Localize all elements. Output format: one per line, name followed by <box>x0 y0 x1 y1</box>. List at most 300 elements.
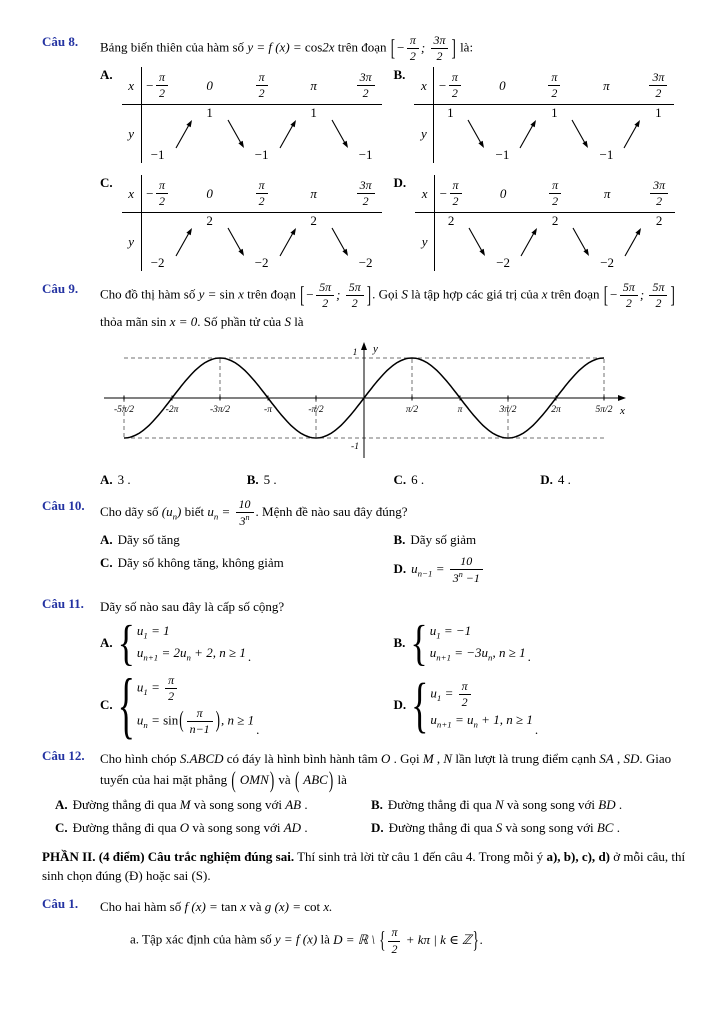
math-expression: g (x) = cot x. <box>264 898 333 914</box>
value: 1 <box>447 105 454 121</box>
vt-y-value <box>194 213 226 271</box>
value: −2 <box>254 255 269 271</box>
x-tick-label: -π/2 <box>308 405 324 415</box>
vt-y-row <box>122 105 382 163</box>
case-line: $u_1$ = $\frac{\pi}{2}$ <box>137 674 254 703</box>
question-11-label: Câu 11. <box>42 595 84 611</box>
question-12-label: Câu 12. <box>42 747 85 763</box>
answer-text: 5 . <box>263 472 277 487</box>
part2-question-1-item-a <box>130 926 687 955</box>
q8-options <box>100 67 687 271</box>
math-expression: $u_n$ = $\frac{10}{3^n}$ <box>207 504 255 519</box>
math-expression: x <box>541 286 548 302</box>
vt-y-value <box>590 105 622 163</box>
vt-arrow-cell <box>518 105 538 163</box>
q10-option-c <box>100 555 394 585</box>
text-run: Đường thẳng đi qua <box>72 796 180 812</box>
option-text <box>411 555 485 585</box>
option-text <box>118 555 284 571</box>
vt-arrow-cell <box>570 105 590 163</box>
vt-y-value <box>538 105 570 163</box>
part2-question-1-prompt <box>100 896 687 917</box>
question-12-prompt <box>100 748 687 794</box>
option-key: C. <box>100 697 113 713</box>
question-9-label: Câu 9. <box>42 281 79 297</box>
arrow-up-icon <box>622 111 642 157</box>
question-8-label: Câu 8. <box>42 34 79 49</box>
y-axis-arrow <box>361 342 367 350</box>
q11-option-c <box>100 663 394 746</box>
x-tick-label: 3π/2 <box>499 405 517 415</box>
math-expression: [− $\frac{\pi}{2}$ ; $\frac{3\pi}{2}$ ] <box>390 33 456 64</box>
answer-text: 6 . <box>411 472 425 487</box>
vt-x-value: 0 <box>206 185 213 201</box>
text-run: . Mệnh đề nào sau đây đúng? <box>255 504 408 520</box>
q8-option-b <box>394 67 688 163</box>
vt-var-x: x <box>122 175 142 212</box>
q10-option-a <box>100 532 394 548</box>
text-run: lần lượt là trung điểm cạnh <box>452 750 600 766</box>
vt-y-value <box>643 213 675 271</box>
value: −2 <box>358 255 373 271</box>
arrow-up-icon <box>174 111 194 157</box>
math-expression: S <box>284 313 291 329</box>
case-line: $u_1 = -1$ <box>429 622 472 641</box>
option-key: A. <box>100 67 113 83</box>
text-run: Cho đồ thị hàm số <box>100 286 199 302</box>
vt-y-value <box>194 105 226 163</box>
vt-x-row <box>414 67 674 105</box>
answer-option <box>394 472 541 488</box>
vt-x-value: $\frac{3\pi}{2}$ <box>350 179 382 208</box>
q8-option-a <box>100 67 394 163</box>
math-expression: D = ℝ \ { $\frac{\pi}{2}$ + kπ | k ∈ ℤ}. <box>333 925 484 956</box>
vt-x-value: − $\frac{\pi}{2}$ <box>142 179 174 208</box>
case-line: $u_1 = 1$ <box>136 622 170 641</box>
vt-arrow-cell <box>226 213 246 271</box>
text-run: Cho hai hàm số <box>100 898 185 914</box>
answer-text: 4 . <box>557 472 571 487</box>
part2-header <box>42 847 687 886</box>
x-tick-label: -π <box>264 405 272 415</box>
value: 2 <box>551 213 559 229</box>
vt-y-value <box>486 105 518 163</box>
option-key: C. <box>393 472 407 487</box>
vt-arrow-cell <box>226 105 246 163</box>
variation-table <box>414 67 674 163</box>
vt-y-value <box>350 105 382 163</box>
q11-option-d <box>394 672 688 738</box>
question-11 <box>42 595 687 746</box>
x-tick-label: -3π/2 <box>209 405 231 415</box>
cases-lines <box>430 621 526 665</box>
math-expression: [− $\frac{5\pi}{2}$ ; $\frac{5\pi}{2}$ ] <box>603 280 675 311</box>
math-expression: SA <box>599 750 614 766</box>
option-key: B. <box>393 635 406 651</box>
q8-option-d <box>394 175 688 271</box>
text-run: . Gọi <box>390 750 423 766</box>
arrow-down-icon <box>226 111 246 157</box>
math-expression: f (x) = tan x <box>184 898 246 914</box>
bold-text: PHẦN II. (4 điểm) Câu trắc nghiệm đúng sai. <box>42 848 295 864</box>
math-expression: ( OMN) <box>231 766 275 794</box>
option-key: A. <box>100 635 113 651</box>
vt-x-value: − $\frac{\pi}{2}$ <box>434 71 466 100</box>
vt-arrow-cell <box>330 213 350 271</box>
vt-arrow-cell <box>467 213 487 271</box>
option-key: C. <box>100 175 113 191</box>
text-run: và <box>275 772 294 788</box>
x-tick-label: -5π/2 <box>113 405 135 415</box>
vt-y-row <box>415 213 675 271</box>
answer-option <box>100 472 247 488</box>
q11-options <box>100 615 687 746</box>
math-expression: BC <box>596 819 614 835</box>
q11-option-a <box>100 615 394 671</box>
arrow-down-icon <box>467 219 487 265</box>
x-tick-label: 2π <box>551 405 561 415</box>
y-axis-label: y <box>373 343 378 355</box>
q10-option-b <box>394 532 688 548</box>
vt-y-value <box>434 105 466 163</box>
vt-arrow-cell <box>622 105 642 163</box>
option-text <box>410 532 476 548</box>
arrow-down-icon <box>466 111 486 157</box>
text-run: là tập hợp các giá trị của <box>407 286 542 302</box>
part2-question-1 <box>42 896 687 956</box>
value: 2 <box>655 213 663 229</box>
case-line: $u_{n+1} = u_n + 1$, n ≥ 1 <box>430 711 533 730</box>
arrow-up-icon <box>518 111 538 157</box>
vt-var-y: y <box>414 105 434 163</box>
text-run: , <box>613 750 624 766</box>
text-run: trên đoạn <box>334 39 390 55</box>
vt-y-value <box>142 213 174 271</box>
q9-graph-wrap <box>100 338 687 466</box>
math-expression: AB <box>285 796 302 812</box>
option-suffix: . <box>256 721 260 737</box>
answer-option <box>247 472 394 488</box>
text-run: và song song với <box>503 796 599 812</box>
value: 1 <box>206 105 213 121</box>
variation-table <box>415 175 675 271</box>
arrow-down-icon <box>226 219 246 265</box>
cases-system <box>117 663 255 746</box>
vt-arrow-cell <box>330 105 350 163</box>
arrow-up-icon <box>519 219 539 265</box>
question-9-body <box>100 281 687 488</box>
question-10 <box>42 498 687 586</box>
option-key: B. <box>246 472 259 487</box>
value: 2 <box>206 213 213 229</box>
arrow-down-icon <box>571 219 591 265</box>
value: 2 <box>310 213 317 229</box>
math-expression: O <box>380 750 391 766</box>
vt-y-value <box>487 213 519 271</box>
option-suffix: . <box>534 721 539 737</box>
text-run: là: <box>456 39 474 55</box>
value: −2 <box>600 255 615 271</box>
variation-table <box>122 175 382 271</box>
text-run: Dãy số tăng <box>117 532 180 548</box>
text-run: Dãy số giảm <box>410 532 477 548</box>
question-8-prompt <box>100 34 687 63</box>
math-expression: M <box>422 750 434 766</box>
question-10-body <box>100 498 687 586</box>
cases-lines <box>137 621 246 665</box>
vt-arrow-cell <box>571 213 591 271</box>
left-brace-icon: { <box>411 670 429 740</box>
q11-option-b <box>393 615 688 671</box>
vt-x-value: π <box>603 77 610 93</box>
vt-y-value <box>642 105 674 163</box>
vt-y-value <box>539 213 571 271</box>
math-expression: M <box>179 796 191 812</box>
value: −1 <box>150 147 165 163</box>
question-10-label: Câu 10. <box>42 498 85 513</box>
vt-y-row <box>122 213 382 271</box>
text-run: ở mỗi câu, thí sinh chọn đúng (Đ) hoặc sai (S). <box>42 848 686 884</box>
vt-x-row <box>415 175 675 213</box>
text-run: và song song với <box>189 819 284 835</box>
vt-arrow-cell <box>519 213 539 271</box>
q12-options <box>42 795 687 838</box>
value: −2 <box>150 255 165 271</box>
case-line: $u_1$ = $\frac{\pi}{2}$ <box>430 680 532 709</box>
left-brace-icon: { <box>410 615 428 671</box>
math-expression: [− $\frac{5\pi}{2}$ ; $\frac{5\pi}{2}$ ] <box>300 280 372 311</box>
value: −1 <box>495 147 510 163</box>
text-run: Đường thẳng đi qua <box>387 796 495 812</box>
vt-x-value: π <box>310 77 317 93</box>
arrow-up-icon <box>278 111 298 157</box>
text-run: và song song với <box>502 819 597 835</box>
case-line: $u_{n+1} = 2u_n + 2$, n ≥ 1 <box>136 644 246 663</box>
arrow-down-icon <box>330 111 350 157</box>
case-line: $u_{n+1} = -3u_n$, n ≥ 1 <box>429 644 526 663</box>
math-expression: S <box>401 286 408 302</box>
text-run: , <box>433 750 444 766</box>
cases-system <box>410 615 526 671</box>
math-expression: O <box>179 819 190 835</box>
vt-arrow-cell <box>466 105 486 163</box>
text-run: và song song với <box>190 796 286 812</box>
vt-x-value: $\frac{\pi}{2}$ <box>539 179 571 208</box>
value: −1 <box>254 147 269 163</box>
vt-x-value: $\frac{\pi}{2}$ <box>246 71 278 100</box>
option-key: D. <box>371 819 384 835</box>
option-key: D. <box>393 697 407 713</box>
cases-lines <box>430 678 532 733</box>
question-11-prompt <box>100 596 687 617</box>
vt-arrow-cell <box>278 213 298 271</box>
option-key: B. <box>393 67 406 83</box>
math-expression: sin x = 0 <box>151 313 198 329</box>
text-run: . <box>615 796 623 812</box>
option-key: C. <box>100 555 113 571</box>
vt-arrow-cell <box>623 213 643 271</box>
option-key: A. <box>55 796 68 812</box>
text-run: là <box>317 932 334 948</box>
math-expression: S.ABCD <box>179 750 224 766</box>
vt-var-x: x <box>415 175 435 212</box>
option-text <box>118 532 180 548</box>
math-expression: y = sin x <box>198 286 244 302</box>
vt-y-value <box>591 213 623 271</box>
q12-option-d <box>371 818 687 838</box>
vt-x-value: $\frac{\pi}{2}$ <box>246 179 278 208</box>
vt-x-row <box>122 67 382 105</box>
arrow-down-icon <box>570 111 590 157</box>
arrow-up-icon <box>623 219 643 265</box>
vt-x-value: π <box>603 185 611 201</box>
vt-x-value: π <box>310 185 317 201</box>
value: −2 <box>496 255 511 271</box>
x-tick-label: π <box>457 405 463 415</box>
vt-x-value: $\frac{\pi}{2}$ <box>538 71 570 100</box>
q9-answers <box>100 472 687 488</box>
question-8-body <box>100 34 687 271</box>
vt-var-x: x <box>122 67 142 104</box>
text-run: có đáy là hình bình hành tâm <box>223 750 381 766</box>
vt-x-value: 0 <box>499 77 506 93</box>
vt-var-y: y <box>122 105 142 163</box>
text-run: là <box>290 313 304 329</box>
arrow-down-icon <box>330 219 350 265</box>
vt-y-value <box>298 105 330 163</box>
left-brace-icon: { <box>117 663 135 746</box>
vt-x-value: $\frac{3\pi}{2}$ <box>643 179 675 208</box>
cases-system <box>117 615 246 671</box>
text-run: . <box>301 796 308 812</box>
option-key: D. <box>393 175 407 191</box>
y-tick-label: -1 <box>351 442 359 452</box>
text-run: thỏa mãn <box>100 313 152 329</box>
text-run: . Gọi <box>372 286 402 302</box>
q10-options <box>100 532 687 585</box>
option-key: D. <box>540 472 553 487</box>
x-tick-label: -2π <box>165 405 179 415</box>
value: −1 <box>358 147 373 163</box>
vt-x-value: − $\frac{\pi}{2}$ <box>142 71 174 100</box>
q12-option-a <box>55 795 371 815</box>
answer-text: 3 . <box>117 472 131 487</box>
option-suffix: . <box>527 649 531 665</box>
text-run: và <box>245 898 265 914</box>
vt-x-row <box>122 175 382 213</box>
text-run: Bảng biến thiên của hàm số <box>100 39 248 55</box>
question-9-prompt <box>100 281 687 332</box>
math-expression: $(u_n)$ <box>161 504 182 522</box>
bold-text: a), b), c), <box>546 848 596 864</box>
cases-system <box>411 670 533 740</box>
text-run: Cho hình chóp <box>100 750 180 766</box>
left-brace-icon: { <box>117 615 135 671</box>
value: −1 <box>599 147 614 163</box>
vt-var-x: x <box>414 67 434 104</box>
x-axis-arrow <box>618 395 626 401</box>
text-run: a. Tập xác định của hàm số <box>130 932 275 948</box>
text-run: . Số phần tử của <box>197 313 285 329</box>
text-run: . <box>613 819 620 835</box>
question-12 <box>42 747 687 794</box>
text-run: là <box>334 772 347 788</box>
option-text <box>388 797 622 812</box>
text-run: Thí sinh trả lời từ câu 1 đến câu 4. Trong mỗi ý <box>294 848 547 864</box>
part2-question-1-body <box>100 896 687 956</box>
math-expression: y = f (x) <box>274 932 318 948</box>
vt-y-value <box>142 105 174 163</box>
option-key: A. <box>100 472 113 487</box>
value: 1 <box>655 105 662 121</box>
option-text <box>73 820 308 835</box>
vt-var-y: y <box>415 213 435 271</box>
text-run: . Giao tuyến của hai mặt phẳng <box>100 750 672 788</box>
y-tick-label: 1 <box>352 348 358 358</box>
text-run: Cho dãy số <box>100 504 162 520</box>
part2-question-1-label: Câu 1. <box>42 895 79 911</box>
vt-y-value <box>298 213 330 271</box>
question-10-prompt <box>100 498 687 528</box>
math-expression: $u_{n-1}$ = $\frac{10}{3^n -1}$ <box>411 561 485 576</box>
q12-option-c <box>55 818 371 838</box>
math-expression: N <box>495 796 504 812</box>
vt-x-value: 0 <box>499 185 507 201</box>
vt-x-value: $\frac{3\pi}{2}$ <box>350 71 382 100</box>
vt-arrow-cell <box>278 105 298 163</box>
vt-y-row <box>414 105 674 163</box>
x-axis-label: x <box>620 405 625 417</box>
answer-option <box>540 472 687 488</box>
vt-y-value <box>246 105 278 163</box>
text-run: trên đoạn <box>243 286 300 302</box>
x-tick-label: π/2 <box>405 405 419 415</box>
arrow-up-icon <box>278 219 298 265</box>
q12-option-b <box>371 795 687 815</box>
case-line: $u_n = \sin$( $\frac{\pi}{n-1}$ ), n ≥ 1 <box>136 705 255 736</box>
math-expression: ( ABC) <box>294 766 334 794</box>
text-run: . <box>301 819 308 835</box>
option-key: D. <box>393 561 407 577</box>
value: 1 <box>551 105 558 121</box>
math-expression: SD <box>623 750 640 766</box>
vt-y-value <box>350 213 382 271</box>
option-key: C. <box>55 819 68 835</box>
text-run: trên đoạn <box>547 286 603 302</box>
math-expression: BD <box>598 796 616 812</box>
math-expression: N <box>443 750 453 766</box>
text-run: Dãy số không tăng, không giảm <box>117 555 284 571</box>
vt-var-y: y <box>122 213 142 271</box>
option-key: B. <box>393 532 406 548</box>
math-expression: AD <box>283 819 302 835</box>
option-text <box>389 820 620 835</box>
value: 1 <box>310 105 317 121</box>
text-run: Đường thẳng đi qua <box>388 819 496 835</box>
vt-x-value: − $\frac{\pi}{2}$ <box>435 179 467 208</box>
x-tick-label: 5π/2 <box>595 405 613 415</box>
question-8 <box>42 34 687 271</box>
math-expression: S <box>495 819 503 835</box>
option-key: A. <box>100 532 113 548</box>
value: 2 <box>447 213 455 229</box>
vt-y-value <box>435 213 467 271</box>
vt-x-value: $\frac{3\pi}{2}$ <box>642 71 674 100</box>
question-11-body <box>100 596 687 746</box>
bold-text: d) <box>598 848 610 864</box>
option-suffix: . <box>247 649 252 665</box>
cases-lines <box>137 672 254 738</box>
